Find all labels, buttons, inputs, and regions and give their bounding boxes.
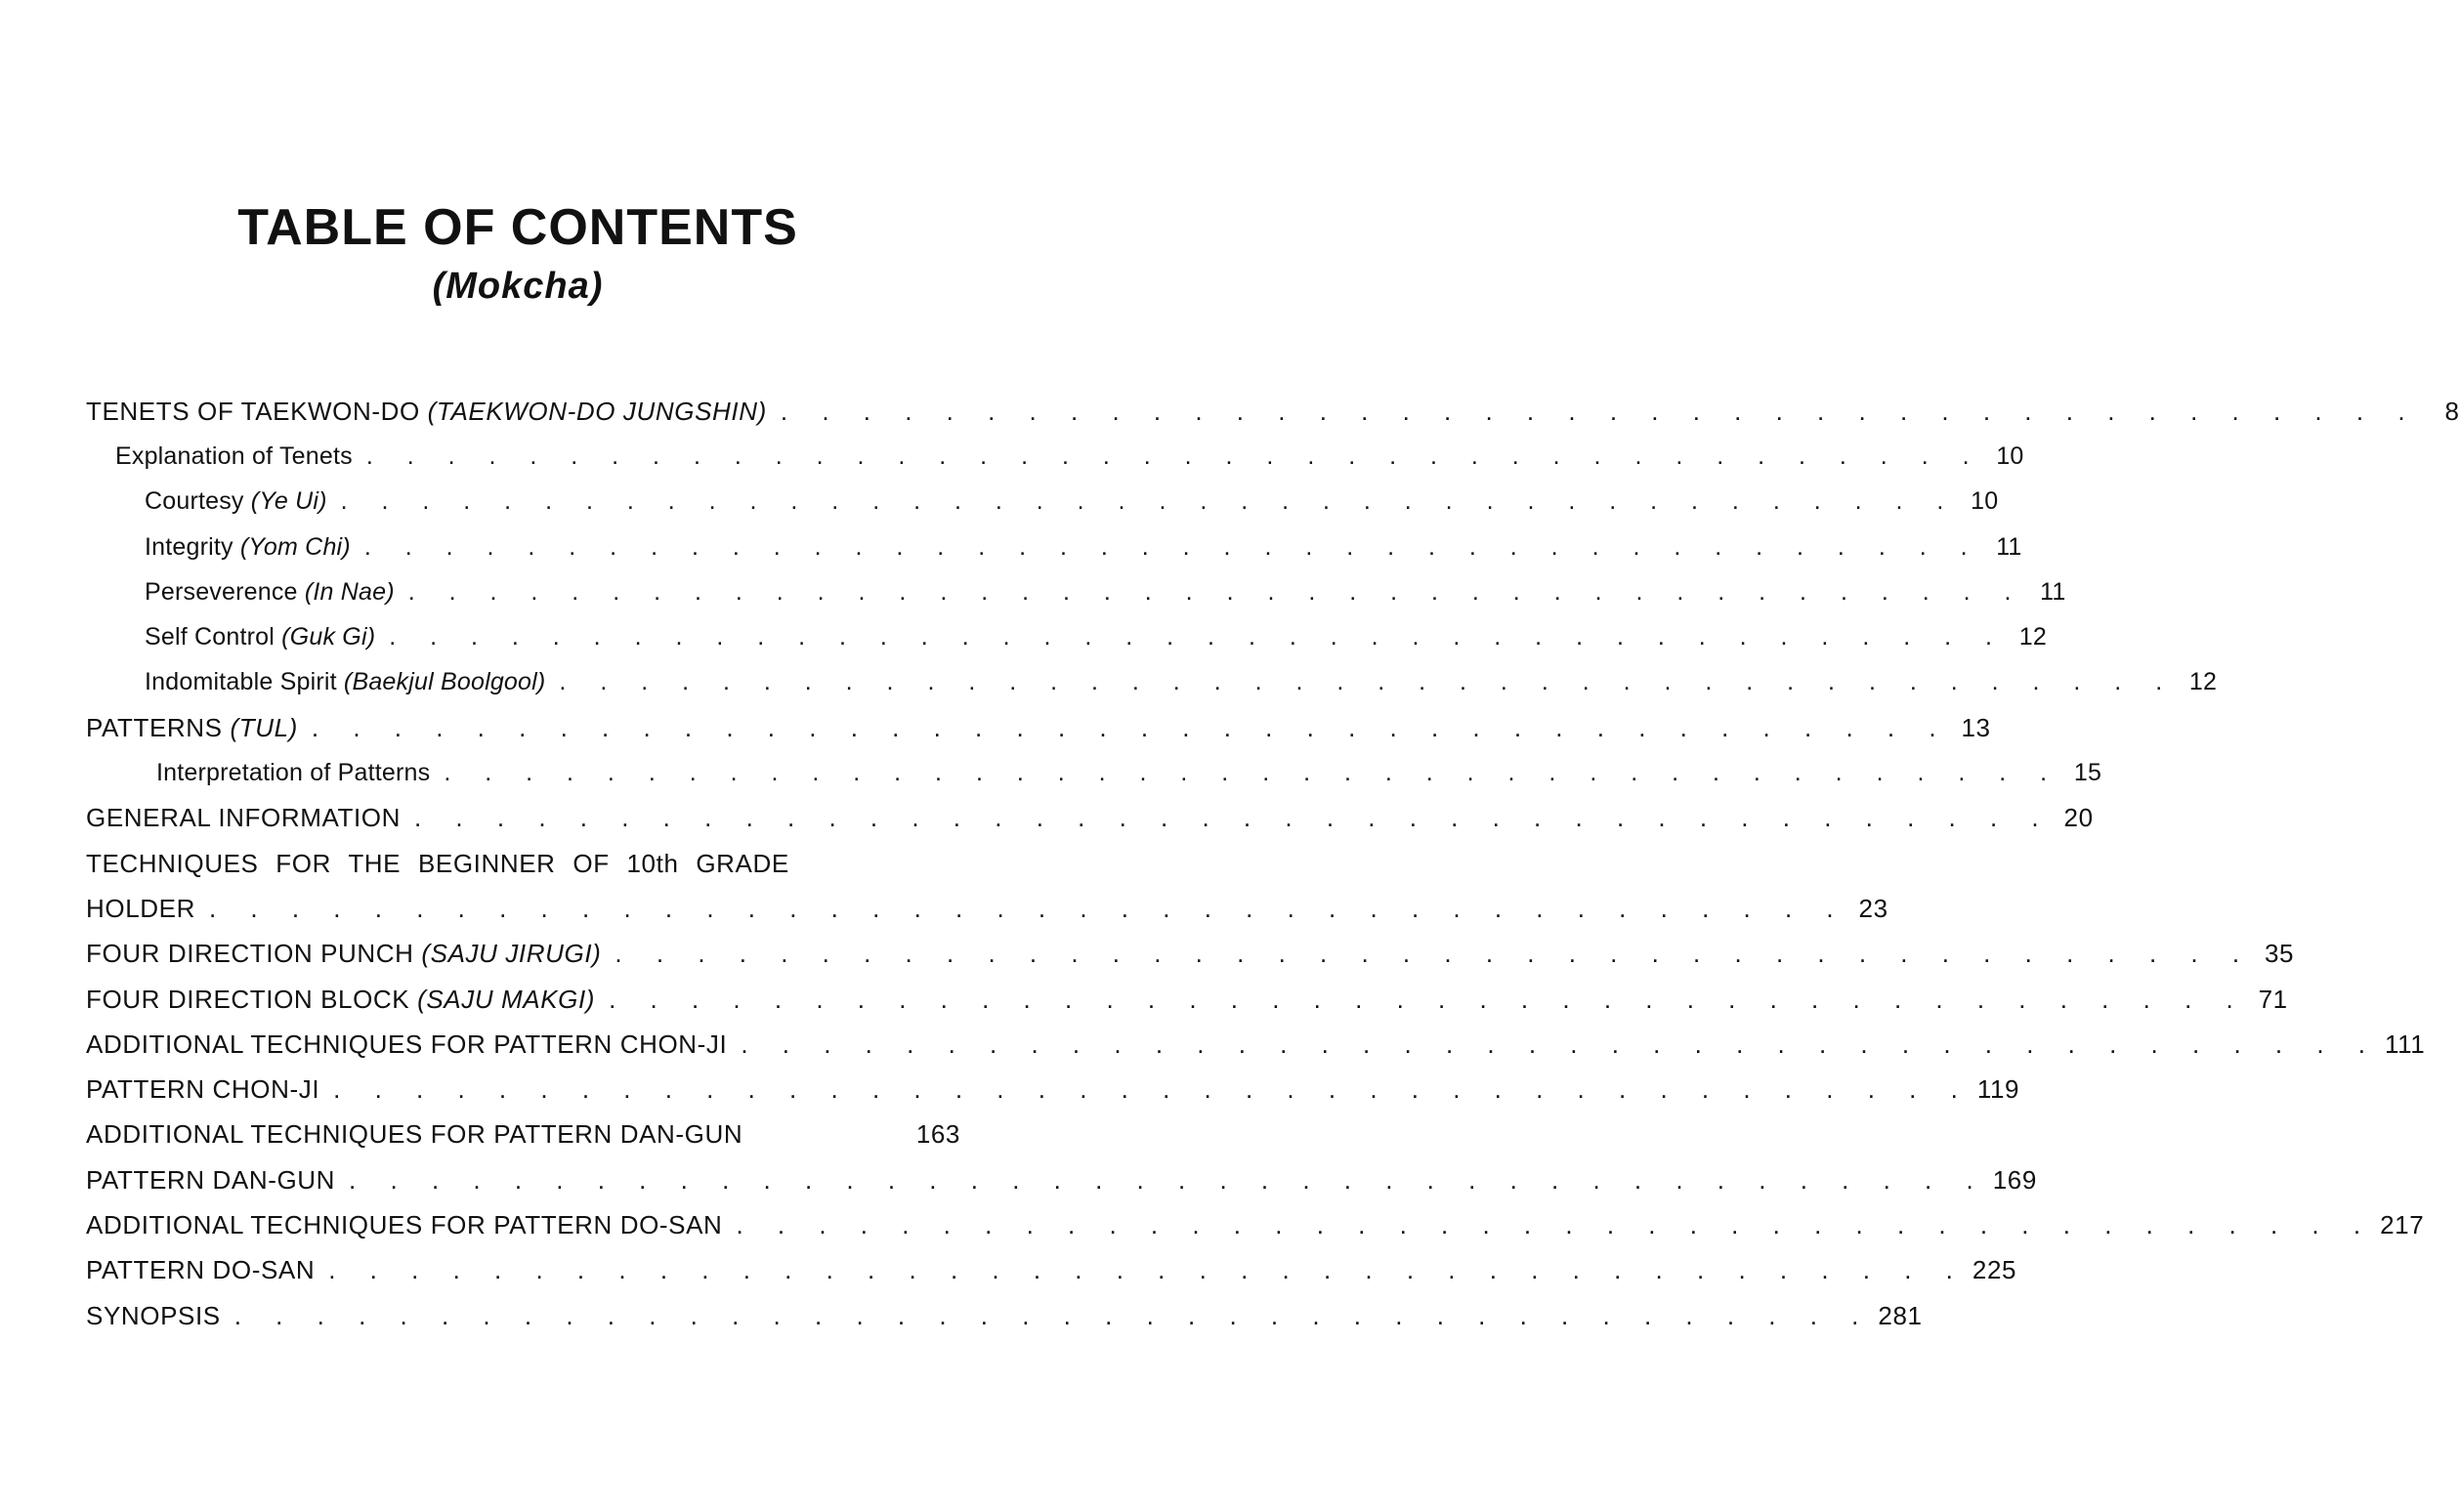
- toc-page-number: 11: [1996, 532, 2022, 561]
- toc-page-number: 20: [2063, 803, 2094, 833]
- toc-entry-label: ADDITIONAL TECHNIQUES FOR PATTERN CHON-JI: [86, 1029, 728, 1059]
- table-of-contents: [86, 389, 2460, 1338]
- toc-entry-label: TENETS OF TAEKWON-DO (TAEKWON-DO JUNGSHIN): [86, 396, 767, 426]
- toc-entry-label: GENERAL INFORMATION: [86, 803, 401, 833]
- toc-entry-label: Indomitable Spirit (Baekjul Boolgool): [145, 668, 546, 696]
- toc-entry[interactable]: [86, 660, 2218, 705]
- toc-entry-label: Courtesy (Ye Ui): [145, 487, 327, 516]
- dot-leader: . . . . . . . . . . . . . . . . . . . . . . . . . . . . . . . . . . . . . . . .: [615, 939, 2254, 969]
- page-title: TABLE OF CONTENTS: [237, 199, 798, 256]
- toc-page-number: 8: [2444, 396, 2460, 426]
- toc-entry[interactable]: [86, 1293, 1923, 1338]
- toc-page-number: 111: [2385, 1029, 2426, 1059]
- toc-entry[interactable]: [86, 480, 1999, 525]
- toc-entry-label: Integrity (Yom Chi): [145, 532, 351, 561]
- toc-entry-label: PATTERN CHON-JI: [86, 1074, 320, 1105]
- toc-entry[interactable]: [86, 841, 960, 886]
- dot-leader: . . . . . . . . . . . . . . . . . . . . . . . . . . . . . . . . . . . . . . . .: [559, 668, 2177, 696]
- toc-entry-label: PATTERN DO-SAN: [86, 1255, 316, 1285]
- toc-entry[interactable]: [86, 1022, 2426, 1067]
- dot-leader: . . . . . . . . . . . . . . . . . . . . . . . . . . . . . . . . . . . . . . . .: [340, 487, 1958, 516]
- toc-entry[interactable]: [86, 886, 1888, 931]
- dot-leader: . . . . . . . . . . . . . . . . . . . . . . . . . . . . . . . . . . . . . . . .: [389, 623, 2006, 651]
- dot-leader: . . . . . . . . . . . . . . . . . . . . . . . . . . . . . . . . . . . . . . . .: [363, 532, 1981, 561]
- toc-page-number: 10: [1996, 441, 2024, 470]
- toc-page-number: 71: [2258, 984, 2288, 1014]
- toc-entry[interactable]: [86, 932, 2295, 977]
- toc-page-number: 10: [1971, 487, 1999, 516]
- toc-entry-label: SYNOPSIS: [86, 1300, 221, 1330]
- toc-entry-label: TECHNIQUES FOR THE BEGINNER OF 10th GRADE: [86, 848, 789, 878]
- toc-page-number: 217: [2380, 1209, 2425, 1239]
- toc-entry[interactable]: [86, 1157, 2037, 1202]
- dot-leader: . . . . . . . . . . . . . . . . . . . . . . . . . . . . . . . . . . . . . . . .: [311, 712, 1950, 742]
- toc-entry[interactable]: [86, 1113, 960, 1157]
- dot-leader: . . . . . . . . . . . . . . . . . . . . . . . . . . . . . . . . . . . . . . . .: [780, 396, 2419, 426]
- toc-entry[interactable]: [86, 434, 2024, 479]
- toc-entry[interactable]: [86, 569, 2066, 614]
- toc-page-number: 163: [915, 1119, 960, 1150]
- toc-entry-label: ADDITIONAL TECHNIQUES FOR PATTERN DO-SAN: [86, 1209, 723, 1239]
- page-subtitle: (Mokcha): [432, 266, 604, 307]
- toc-page-number: 281: [1878, 1300, 1923, 1330]
- dot-leader: . . . . . . . . . . . . . . . . . . . . . . . . . . . . . . . . . . . . . . . .: [333, 1074, 1972, 1105]
- toc-entry[interactable]: [86, 750, 2102, 795]
- toc-page-number: 12: [2188, 668, 2218, 696]
- toc-entry-label: Interpretation of Patterns: [156, 759, 431, 787]
- toc-entry-label: Perseverence (In Nae): [145, 577, 395, 606]
- dot-leader: . . . . . . . . . . . . . . . . . . . . . . . . . . . . . . . . . . . . . . . .: [233, 1300, 1873, 1330]
- toc-entry-label: Explanation of Tenets: [115, 441, 353, 470]
- toc-entry-label: ADDITIONAL TECHNIQUES FOR PATTERN DAN-GUN: [86, 1119, 743, 1150]
- toc-entry-label: HOLDER: [86, 893, 195, 923]
- toc-entry[interactable]: [86, 705, 1991, 750]
- toc-entry-label: FOUR DIRECTION PUNCH (SAJU JIRUGI): [86, 939, 602, 969]
- toc-page-number: 225: [1972, 1255, 2017, 1285]
- toc-page-number: 15: [2073, 759, 2102, 787]
- toc-entry[interactable]: [86, 977, 2288, 1022]
- toc-entry[interactable]: [86, 1202, 2425, 1247]
- toc-entry-label: Self Control (Guk Gi): [145, 623, 376, 651]
- toc-entry-label: PATTERN DAN-GUN: [86, 1164, 336, 1195]
- toc-entry[interactable]: [86, 614, 2047, 659]
- toc-page-number: 13: [1961, 712, 1991, 742]
- toc-entry[interactable]: [86, 1067, 2020, 1112]
- toc-entry[interactable]: [86, 525, 2022, 569]
- toc-entry[interactable]: [86, 796, 2094, 841]
- dot-leader: . . . . . . . . . . . . . . . . . . . . . . . . . . . . . . . . . . . . . . . .: [444, 759, 2061, 787]
- dot-leader: . . . . . . . . . . . . . . . . . . . . . . . . . . . . . . . . . . . . . . . .: [413, 803, 2053, 833]
- toc-page-number: 169: [1992, 1164, 2037, 1195]
- toc-page-number: 23: [1858, 893, 1888, 923]
- dot-leader: . . . . . . . . . . . . . . . . . . . . . . . . . . . . . . . . . . . . . . . .: [349, 1164, 1987, 1195]
- toc-entry-label: FOUR DIRECTION BLOCK (SAJU MAKGI): [86, 984, 596, 1014]
- dot-leader: . . . . . . . . . . . . . . . . . . . . . . . . . . . . . . . . . . . . . . . .: [407, 577, 2025, 606]
- dot-leader: . . . . . . . . . . . . . . . . . . . . . . . . . . . . . . . . . . . . . . . .: [328, 1255, 1967, 1285]
- dot-leader: . . . . . . . . . . . . . . . . . . . . . . . . . . . . . . . . . . . . . . . .: [208, 893, 1847, 923]
- dot-leader: . . . . . . . . . . . . . . . . . . . . . . . . . . . . . . . . . . . . . . . .: [736, 1209, 2375, 1239]
- dot-leader: . . . . . . . . . . . . . . . . . . . . . . . . . . . . . . . . . . . . . . . .: [609, 984, 2247, 1014]
- toc-page-number: 119: [1976, 1074, 2020, 1105]
- dot-leader: . . . . . . . . . . . . . . . . . . . . . . . . . . . . . . . . . . . . . . . .: [741, 1029, 2380, 1059]
- toc-page-number: 35: [2264, 939, 2295, 969]
- toc-page-number: 12: [2018, 623, 2047, 651]
- toc-entry[interactable]: [86, 389, 2460, 434]
- dot-leader: . . . . . . . . . . . . . . . . . . . . . . . . . . . . . . . . . . . . . . . .: [365, 441, 1983, 470]
- toc-entry-label: PATTERNS (TUL): [86, 712, 298, 742]
- toc-page-number: 11: [2040, 577, 2066, 606]
- toc-entry[interactable]: [86, 1248, 2017, 1293]
